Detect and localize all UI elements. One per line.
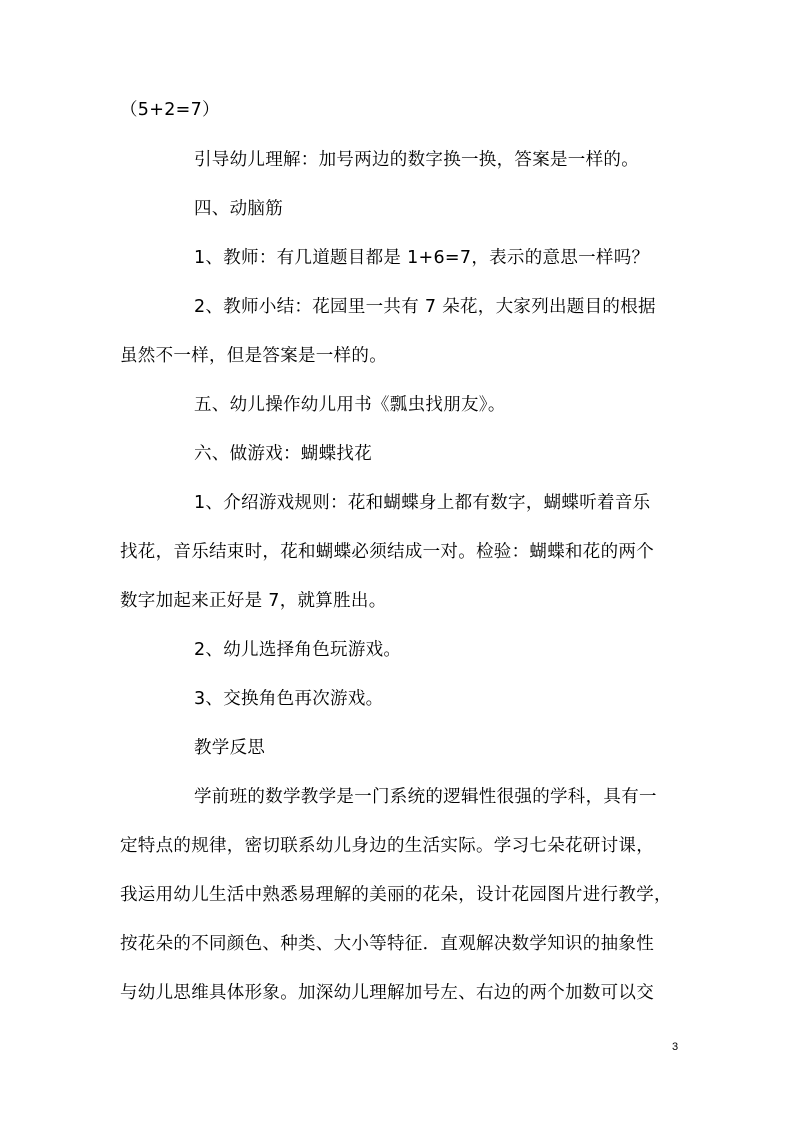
page-number: 3 <box>672 1041 679 1053</box>
text-line-12: 2、幼儿选择角色玩游戏。 <box>194 640 402 660</box>
section-heading-6: 六、做游戏：蝴蝶找花 <box>194 444 372 464</box>
text-line-13: 3、交换角色再次游戏。 <box>194 689 384 709</box>
text-line-18: 按花朵的不同颜色、种类、大小等特征．直观解决数学知识的抽象性 <box>120 934 654 954</box>
section-heading-4: 四、动脑筋 <box>194 199 283 219</box>
text-line-9: 1、介绍游戏规则：花和蝴蝶身上都有数字，蝴蝶听着音乐 <box>194 493 651 513</box>
text-line-5: 2、教师小结：花园里一共有 7 朵花，大家列出题目的根据 <box>194 297 656 317</box>
text-line-4: 1、教师：有几道题目都是 1+6=7，表示的意思一样吗？ <box>194 248 650 268</box>
text-line-2: 引导幼儿理解：加号两边的数字换一换，答案是一样的。 <box>194 150 639 170</box>
text-line-15: 学前班的数学教学是一门系统的逻辑性很强的学科，具有一 <box>194 787 657 807</box>
section-heading-reflection: 教学反思 <box>194 738 266 758</box>
section-heading-5: 五、幼儿操作幼儿用书《瓢虫找朋友》。 <box>194 395 506 415</box>
text-line-10: 找花，音乐结束时，花和蝴蝶必须结成一对。检验：蝴蝶和花的两个 <box>120 542 654 562</box>
text-line-19: 与幼儿思维具体形象。加深幼儿理解加号左、右边的两个加数可以交 <box>120 983 654 1003</box>
text-line-1: （5+2=7） <box>120 100 220 120</box>
text-line-16: 定特点的规律，密切联系幼儿身边的生活实际。学习七朵花研讨课， <box>120 836 654 856</box>
text-line-11: 数字加起来正好是 7，就算胜出。 <box>120 591 387 611</box>
text-line-6: 虽然不一样，但是答案是一样的。 <box>120 346 387 366</box>
text-line-17: 我运用幼儿生活中熟悉易理解的美丽的花朵，设计花园图片进行教学， <box>120 885 672 905</box>
